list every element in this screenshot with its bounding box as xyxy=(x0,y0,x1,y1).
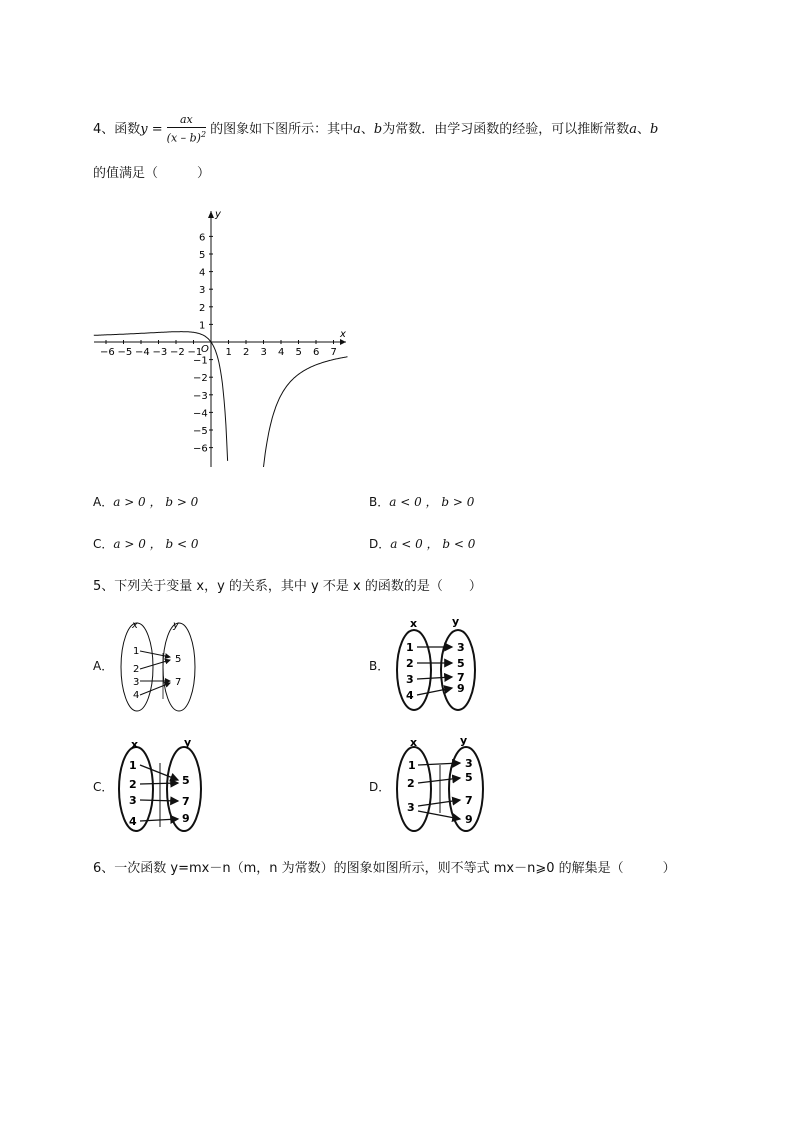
x-tick-label: 3 xyxy=(260,347,267,358)
q5-mapping-c[interactable] xyxy=(112,733,212,838)
mapping-arrow xyxy=(418,800,460,806)
x-label: x xyxy=(131,738,139,751)
y-tick-label: −5 xyxy=(193,426,208,437)
range-value: 5 xyxy=(457,657,465,670)
q4-option-c[interactable]: C．a > 0 ， b < 0 xyxy=(93,537,199,551)
curve-right-branch xyxy=(264,357,348,467)
range-value: 9 xyxy=(465,813,473,826)
mapping-arrow xyxy=(140,783,178,784)
q4-b: b xyxy=(373,121,383,137)
q4-stem-line1: 4、函数y = $\frac{ax}{(x - b)^2}$ 的图象如下图所示：其中a、b为常数．由学习函数的经验，可以推断常数a、b xyxy=(93,113,659,145)
x-tick-label: 4 xyxy=(278,347,285,358)
y-tick-label: 6 xyxy=(199,232,206,244)
range-value: 7 xyxy=(175,677,182,688)
q4-function-graph xyxy=(90,205,352,470)
q5-option-b-label[interactable]: B． xyxy=(369,659,390,673)
mapping-arrow xyxy=(417,677,452,679)
domain-value: 1 xyxy=(408,759,416,772)
y-label: y xyxy=(173,620,179,631)
domain-value: 2 xyxy=(129,778,137,791)
x-tick-label: −3 xyxy=(152,347,168,358)
y-tick-label: −2 xyxy=(193,373,208,385)
q5-stem: 5、下列关于变量 x，y 的关系，其中 y 不是 x 的函数的是（ ） xyxy=(93,579,482,594)
q4-frac-num: ax xyxy=(167,113,206,128)
x-label: x xyxy=(410,736,418,749)
q5-mapping-b[interactable] xyxy=(390,612,490,717)
domain-value: 1 xyxy=(129,759,137,772)
x-tick-label: −5 xyxy=(117,347,133,358)
x-tick-label: −1 xyxy=(187,347,203,358)
x-tick-label: −2 xyxy=(170,347,185,358)
domain-value: 2 xyxy=(133,664,140,675)
mapping-arrow xyxy=(140,765,178,780)
y-tick-label: 2 xyxy=(199,302,206,314)
q5-option-a-label[interactable]: A． xyxy=(93,659,114,673)
domain-value: 2 xyxy=(406,657,414,670)
range-ellipse xyxy=(163,623,195,711)
x-tick-label: 6 xyxy=(313,347,320,358)
y-tick-label: 1 xyxy=(199,320,206,332)
range-value: 3 xyxy=(457,641,465,654)
domain-value: 3 xyxy=(133,677,140,688)
q4-a: a xyxy=(353,121,361,137)
q5-option-c-label[interactable]: C． xyxy=(93,780,114,794)
domain-value: 1 xyxy=(406,641,414,654)
mapping-arrow xyxy=(418,811,460,819)
y-axis-arrow xyxy=(208,211,214,218)
y-label: y xyxy=(184,736,192,749)
mapping-arrow xyxy=(140,651,170,657)
range-value: 5 xyxy=(175,654,182,665)
x-axis-label: x xyxy=(340,329,346,340)
x-label: x xyxy=(410,617,418,630)
x-tick-label: 7 xyxy=(330,347,337,358)
y-tick-label: 5 xyxy=(199,250,206,261)
domain-value: 4 xyxy=(133,690,140,701)
range-value: 7 xyxy=(457,671,465,684)
domain-value: 4 xyxy=(406,689,414,702)
q4-prefix: 4、函数 xyxy=(93,121,141,137)
x-tick-label: −4 xyxy=(135,347,150,358)
domain-value: 3 xyxy=(406,673,414,686)
q4-y-eq: y = xyxy=(140,121,163,137)
y-tick-label: −3 xyxy=(193,390,208,402)
x-tick-label: 1 xyxy=(225,347,232,358)
q4-fraction xyxy=(167,113,206,146)
origin-label: O xyxy=(201,344,209,355)
range-value: 9 xyxy=(182,812,190,825)
x-label: x xyxy=(132,620,138,631)
domain-value: 2 xyxy=(407,777,415,790)
range-value: 5 xyxy=(182,774,190,787)
q5-mapping-d[interactable] xyxy=(390,733,490,838)
range-value: 7 xyxy=(182,795,190,808)
q5-option-d-label[interactable]: D． xyxy=(369,780,391,794)
domain-value: 3 xyxy=(129,794,137,807)
y-axis-label: y xyxy=(215,209,221,220)
mapping-arrow xyxy=(418,763,460,765)
y-tick-label: 4 xyxy=(199,267,206,279)
y-label: y xyxy=(460,734,468,747)
q6-stem: 6、一次函数 y=mx－n（m，n 为常数）的图象如图所示，则不等式 mx－n⩾0 的解集是（ ） xyxy=(93,861,676,876)
x-tick-label: 5 xyxy=(295,347,302,358)
mapping-arrow xyxy=(417,688,452,695)
y-label: y xyxy=(452,615,460,628)
q4-stem-line2: 的值满足（ ） xyxy=(93,166,211,181)
y-tick-label: 3 xyxy=(199,285,206,297)
x-tick-group xyxy=(100,340,337,358)
q4-text2: 为常数．由学习函数的经验，可以推断常数 xyxy=(382,121,630,137)
y-tick-label: −1 xyxy=(193,355,208,367)
domain-value: 1 xyxy=(133,646,140,657)
range-value: 3 xyxy=(465,757,473,770)
q4-frac-den: (x – b)$^2$ xyxy=(166,130,207,145)
q4-text1: 的图象如下图所示：其中 xyxy=(210,121,354,137)
domain-ellipse xyxy=(397,630,431,710)
mapping-arrow xyxy=(140,800,178,801)
q4-option-d[interactable]: D．a < 0 ， b < 0 xyxy=(369,537,476,551)
q4-option-a[interactable]: A．a > 0 ， b > 0 xyxy=(93,495,199,509)
x-tick-label: −6 xyxy=(100,347,115,358)
y-tick-label: −4 xyxy=(193,408,208,420)
x-tick-label: 2 xyxy=(243,347,250,358)
q4-option-b[interactable]: B．a < 0 ， b > 0 xyxy=(369,495,475,509)
mapping-arrow xyxy=(140,660,170,669)
q5-mapping-a[interactable] xyxy=(115,615,205,715)
domain-value: 3 xyxy=(407,801,415,814)
mapping-arrow xyxy=(418,778,460,783)
range-value: 9 xyxy=(457,682,465,695)
domain-value: 4 xyxy=(129,815,137,828)
range-value: 7 xyxy=(465,794,473,807)
y-tick-label: −6 xyxy=(193,443,208,455)
range-value: 5 xyxy=(465,771,473,784)
